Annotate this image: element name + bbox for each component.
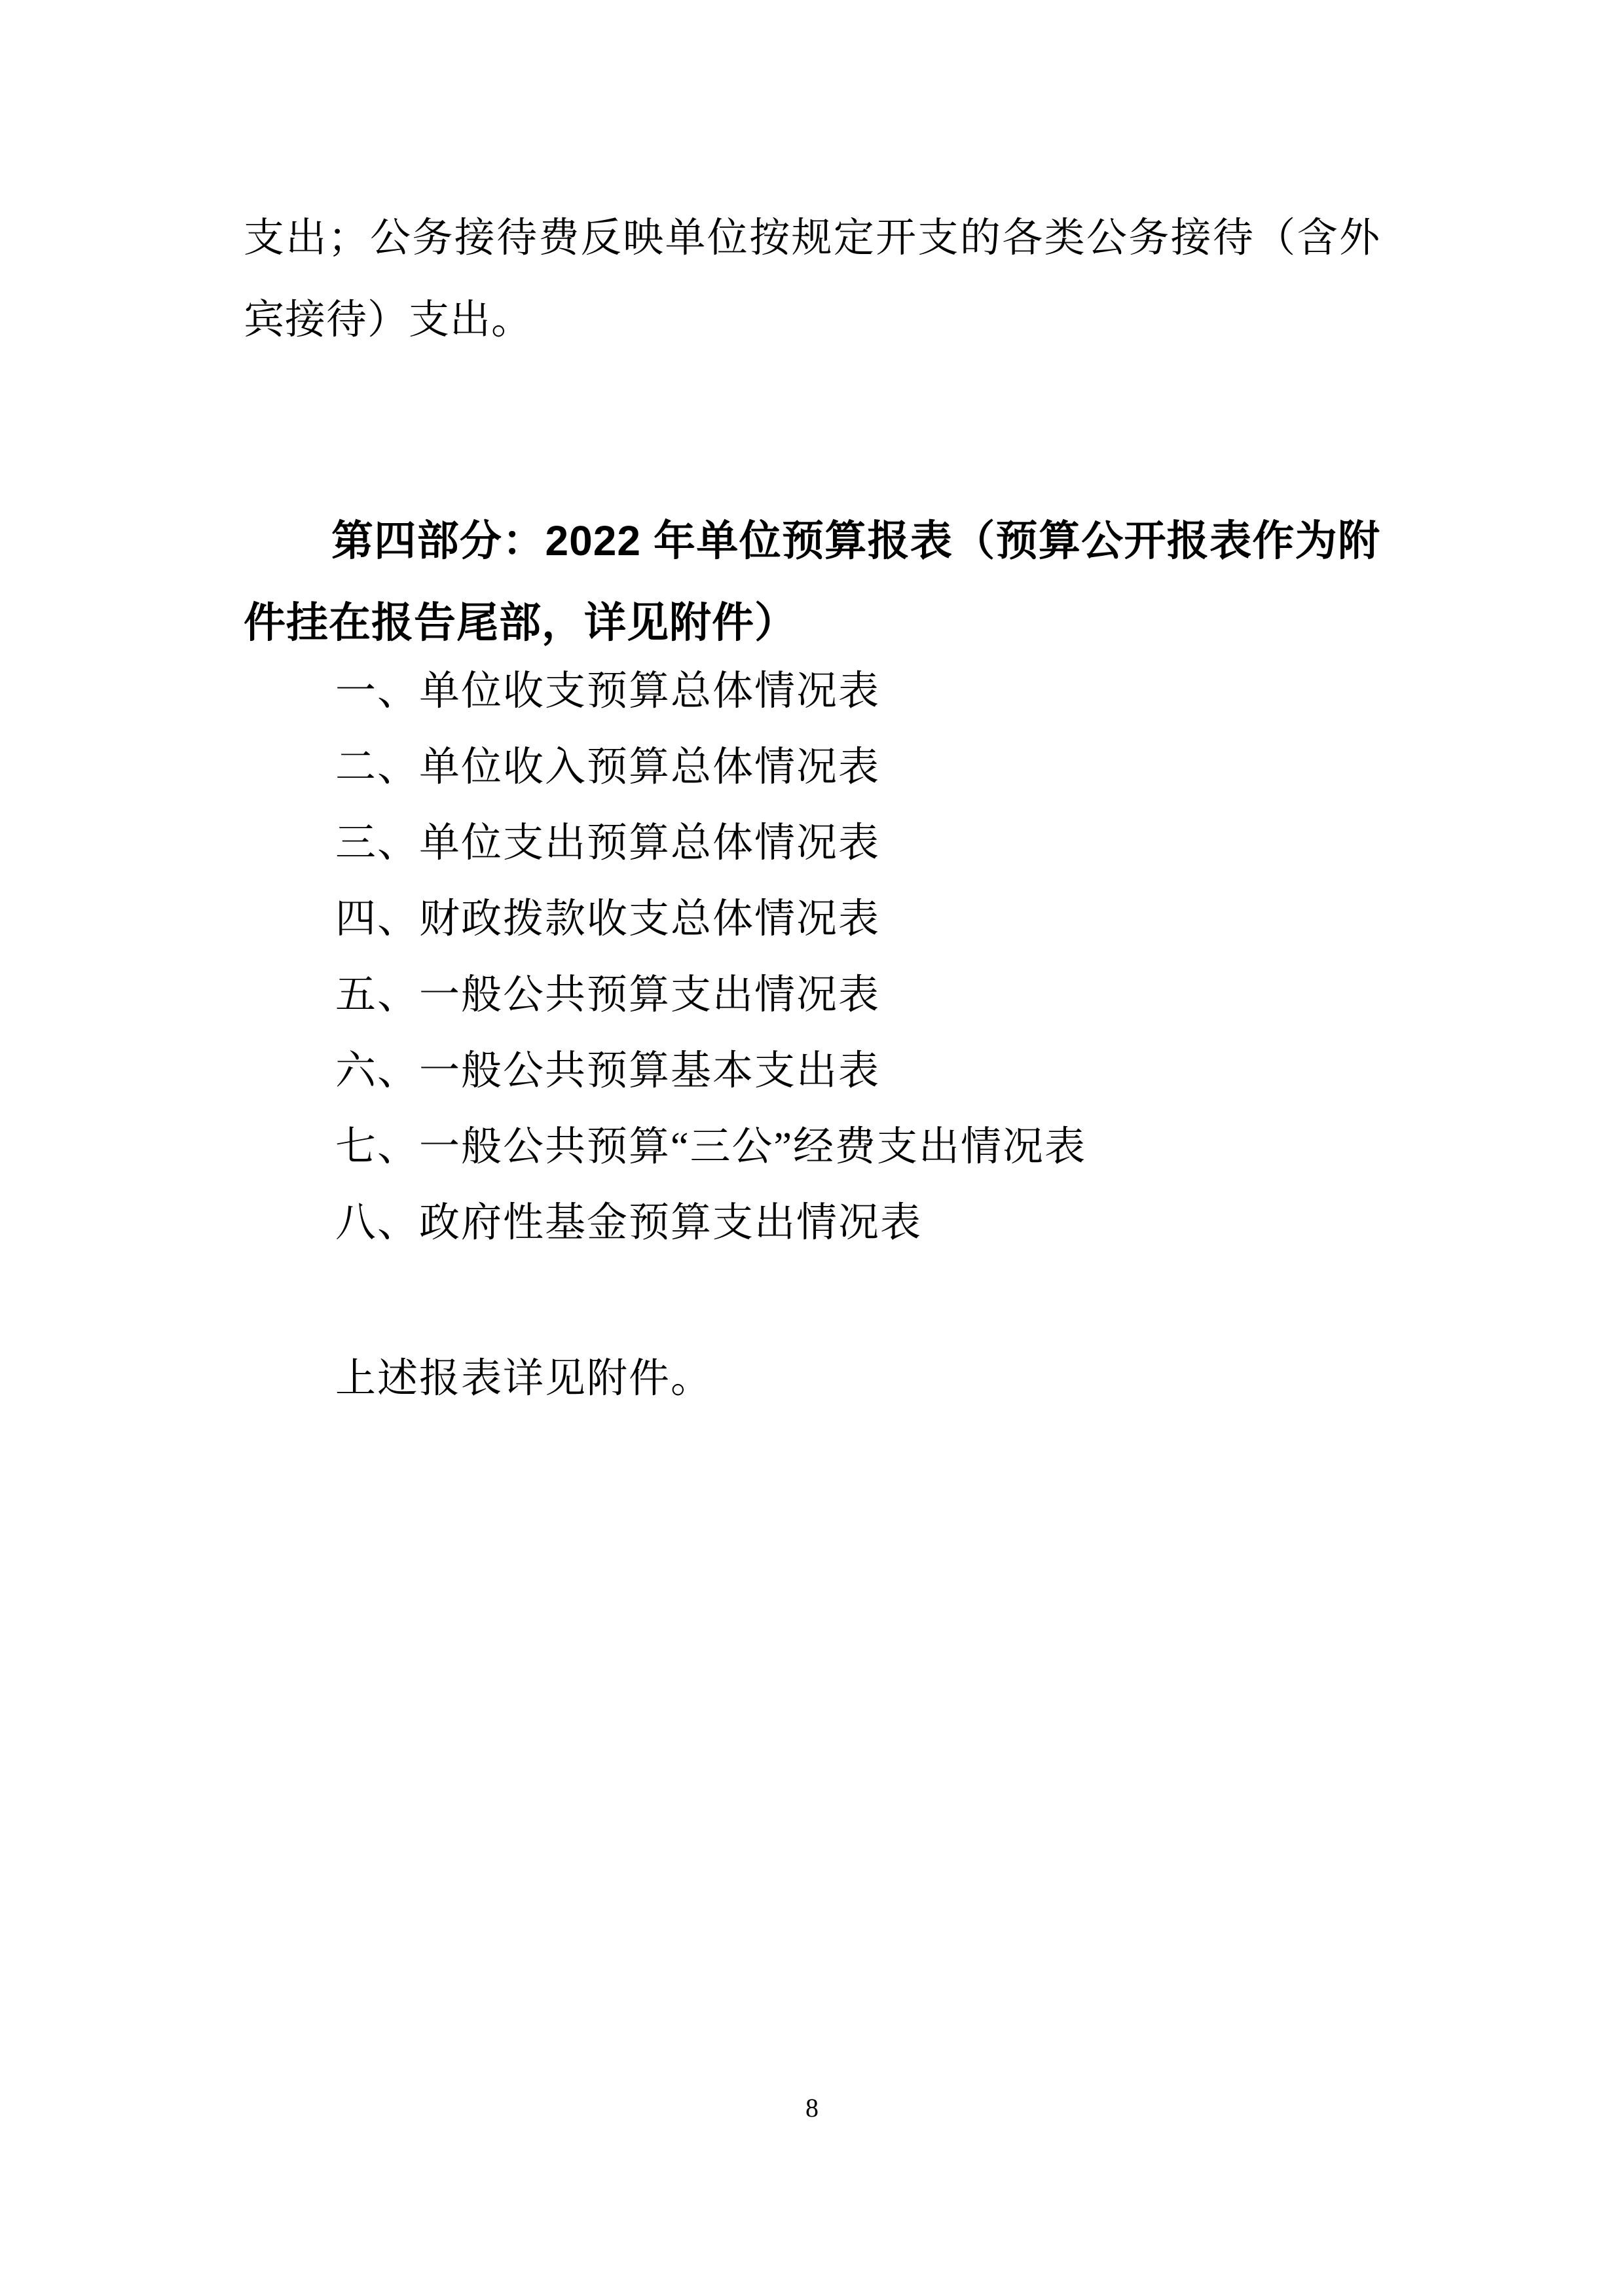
closing-paragraph: 上述报表详见附件。 [335,1357,713,1401]
list-item: 五、一般公共预算支出情况表 [335,973,881,1017]
page-number: 8 [805,2093,819,2123]
list-item: 八、政府性基金预算支出情况表 [335,1201,923,1245]
list-item: 六、一般公共预算基本支出表 [335,1049,881,1093]
list-item: 七、一般公共预算“三公”经费支出情况表 [335,1125,1087,1169]
section-heading: 第四部分：2022 年单位预算报表（预算公开报表作为附件挂在报告尾部，详见附件） [244,517,1380,646]
list-item: 四、财政拨款收支总体情况表 [335,897,881,941]
list-item: 一、单位收支预算总体情况表 [335,669,881,714]
list-item: 二、单位收入预算总体情况表 [335,745,881,790]
body-paragraph: 支出；公务接待费反映单位按规定开支的各类公务接待（含外宾接待）支出。 [244,216,1380,342]
report-table-list [244,653,1380,1261]
list-item: 三、单位支出预算总体情况表 [335,821,881,866]
page-content [244,198,1380,1420]
